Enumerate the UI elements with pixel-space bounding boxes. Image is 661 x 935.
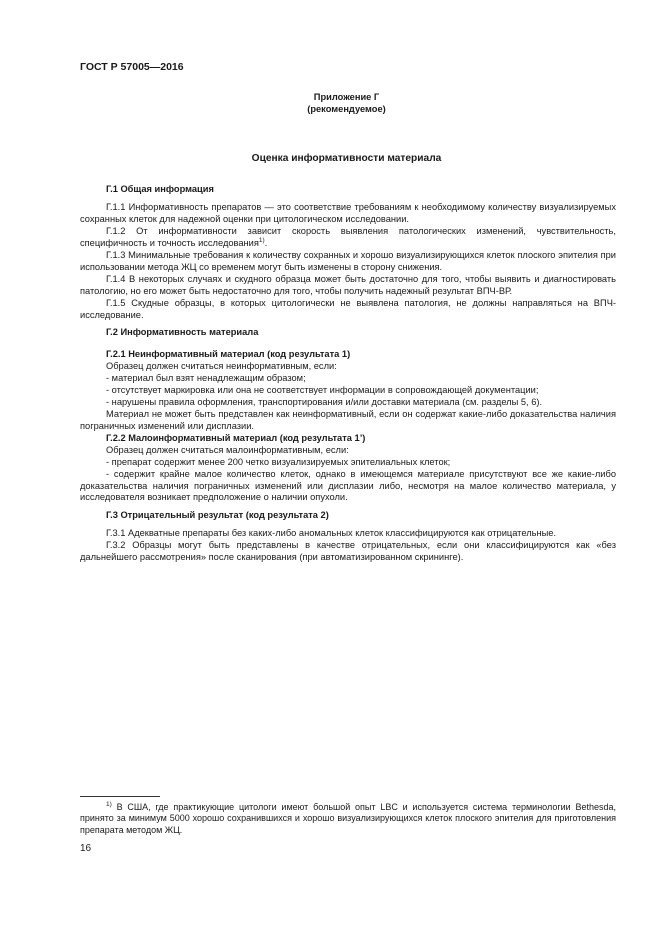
section-heading-g3: Г.3 Отрицательный результат (код результата 2) xyxy=(106,510,329,520)
main-title: Оценка информативности материала xyxy=(251,153,442,164)
paragraph-g1-1: Г.1.1 Информативность препаратов — это соответствие требованиям к необходимому количеству визуализируемых сохранных клеток для надежной оценки при цитологическом исследовании. xyxy=(80,202,616,224)
section-heading-g2: Г.2 Информативность материала xyxy=(106,327,259,337)
paragraph-g1-3: Г.1.3 Минимальные требования к количеству сохранных и хорошо визуализирующихся клеток плоского эпителия при использовании метода ЖЦ со временем могут быть изменены в сторону снижения. xyxy=(80,250,616,272)
document-id: ГОСТ Р 57005—2016 xyxy=(80,61,184,73)
list-item: - отсутствует маркировка или она не соответствует информации в сопровождающей документации; xyxy=(106,385,539,395)
paragraph-g21-intro: Образец должен считаться неинформативным, если: xyxy=(106,361,337,371)
footnote: $^{1)}$ В США, где практикующие цитологи имеют большой опыт LBC и используется система терминологии Bethesda, принято за минимум 5000 хорошо сохранившихся и хорошо визуализирующихся клеток плоского эпителия для приготовления препарата методом ЖЦ. xyxy=(80,801,616,835)
paragraph-g22-intro: Образец должен считаться малоинформативным, если: xyxy=(106,445,349,455)
footnote-ref: 1) xyxy=(258,236,265,244)
page-number: 16 xyxy=(80,843,92,854)
list-item: - препарат содержит менее 200 четко визуализируемых эпителиальных клеток; xyxy=(106,457,451,467)
list-item: - материал был взят ненадлежащим образом; xyxy=(106,373,306,383)
paragraph-g3-2: Г.3.2 Образцы могут быть представлены в качестве отрицательных, если они классифицируются как «без дальнейшего рассмотрения» после сканирования (при автоматизированном скрининге). xyxy=(80,540,616,562)
list-item: - содержит крайне малое количество клеток, однако в имеющемся материале присутствуют все же какие-либо доказательства наличия пограничных изменений или дисплазии либо, несмотря на малое количество материала, у исследователя возникает предположение о наличии опухоли. xyxy=(80,469,616,503)
paragraph-g1-4: Г.1.4 В некоторых случаях и скудного образца может быть достаточно для того, чтобы выявить и диагностировать патологию, но его может быть недостаточно для того, чтобы получить надежный результат ВПЧ-ВР. xyxy=(80,274,616,296)
subsection-heading-g22: Г.2.2 Малоинформативный материал (код результата 1’) xyxy=(106,433,366,443)
annex-subtitle: (рекомендуемое) xyxy=(307,104,386,114)
paragraph-g21-note: Материал не может быть представлен как неинформативный, если он содержат какие-либо доказательства наличия пограничных изменений или дисплазии. xyxy=(80,409,616,431)
footnote-marker: 1) xyxy=(106,801,112,808)
annex-title: Приложение Г xyxy=(313,92,380,102)
subsection-heading-g21: Г.2.1 Неинформативный материал (код результата 1) xyxy=(106,349,351,359)
list-item: - нарушены правила оформления, транспортирования и/или доставки материала (см. разделы 5, 6). xyxy=(106,397,543,407)
paragraph-g1-5: Г.1.5 Скудные образцы, в которых цитологически не выявлена патология, не должны направляться на ВПЧ-исследование. xyxy=(80,298,616,320)
section-heading-g1: Г.1 Общая информация xyxy=(106,184,214,194)
paragraph-g3-1: Г.3.1 Адекватные препараты без каких-либо аномальных клеток классифицируются как отрицательные. xyxy=(106,528,557,538)
footnote-separator xyxy=(80,796,160,797)
paragraph-g1-2: Г.1.2 От информативности зависит скорость выявления патологических изменений, чувствительность, специфичность и точность исследования$^{1)}$. xyxy=(80,226,616,248)
